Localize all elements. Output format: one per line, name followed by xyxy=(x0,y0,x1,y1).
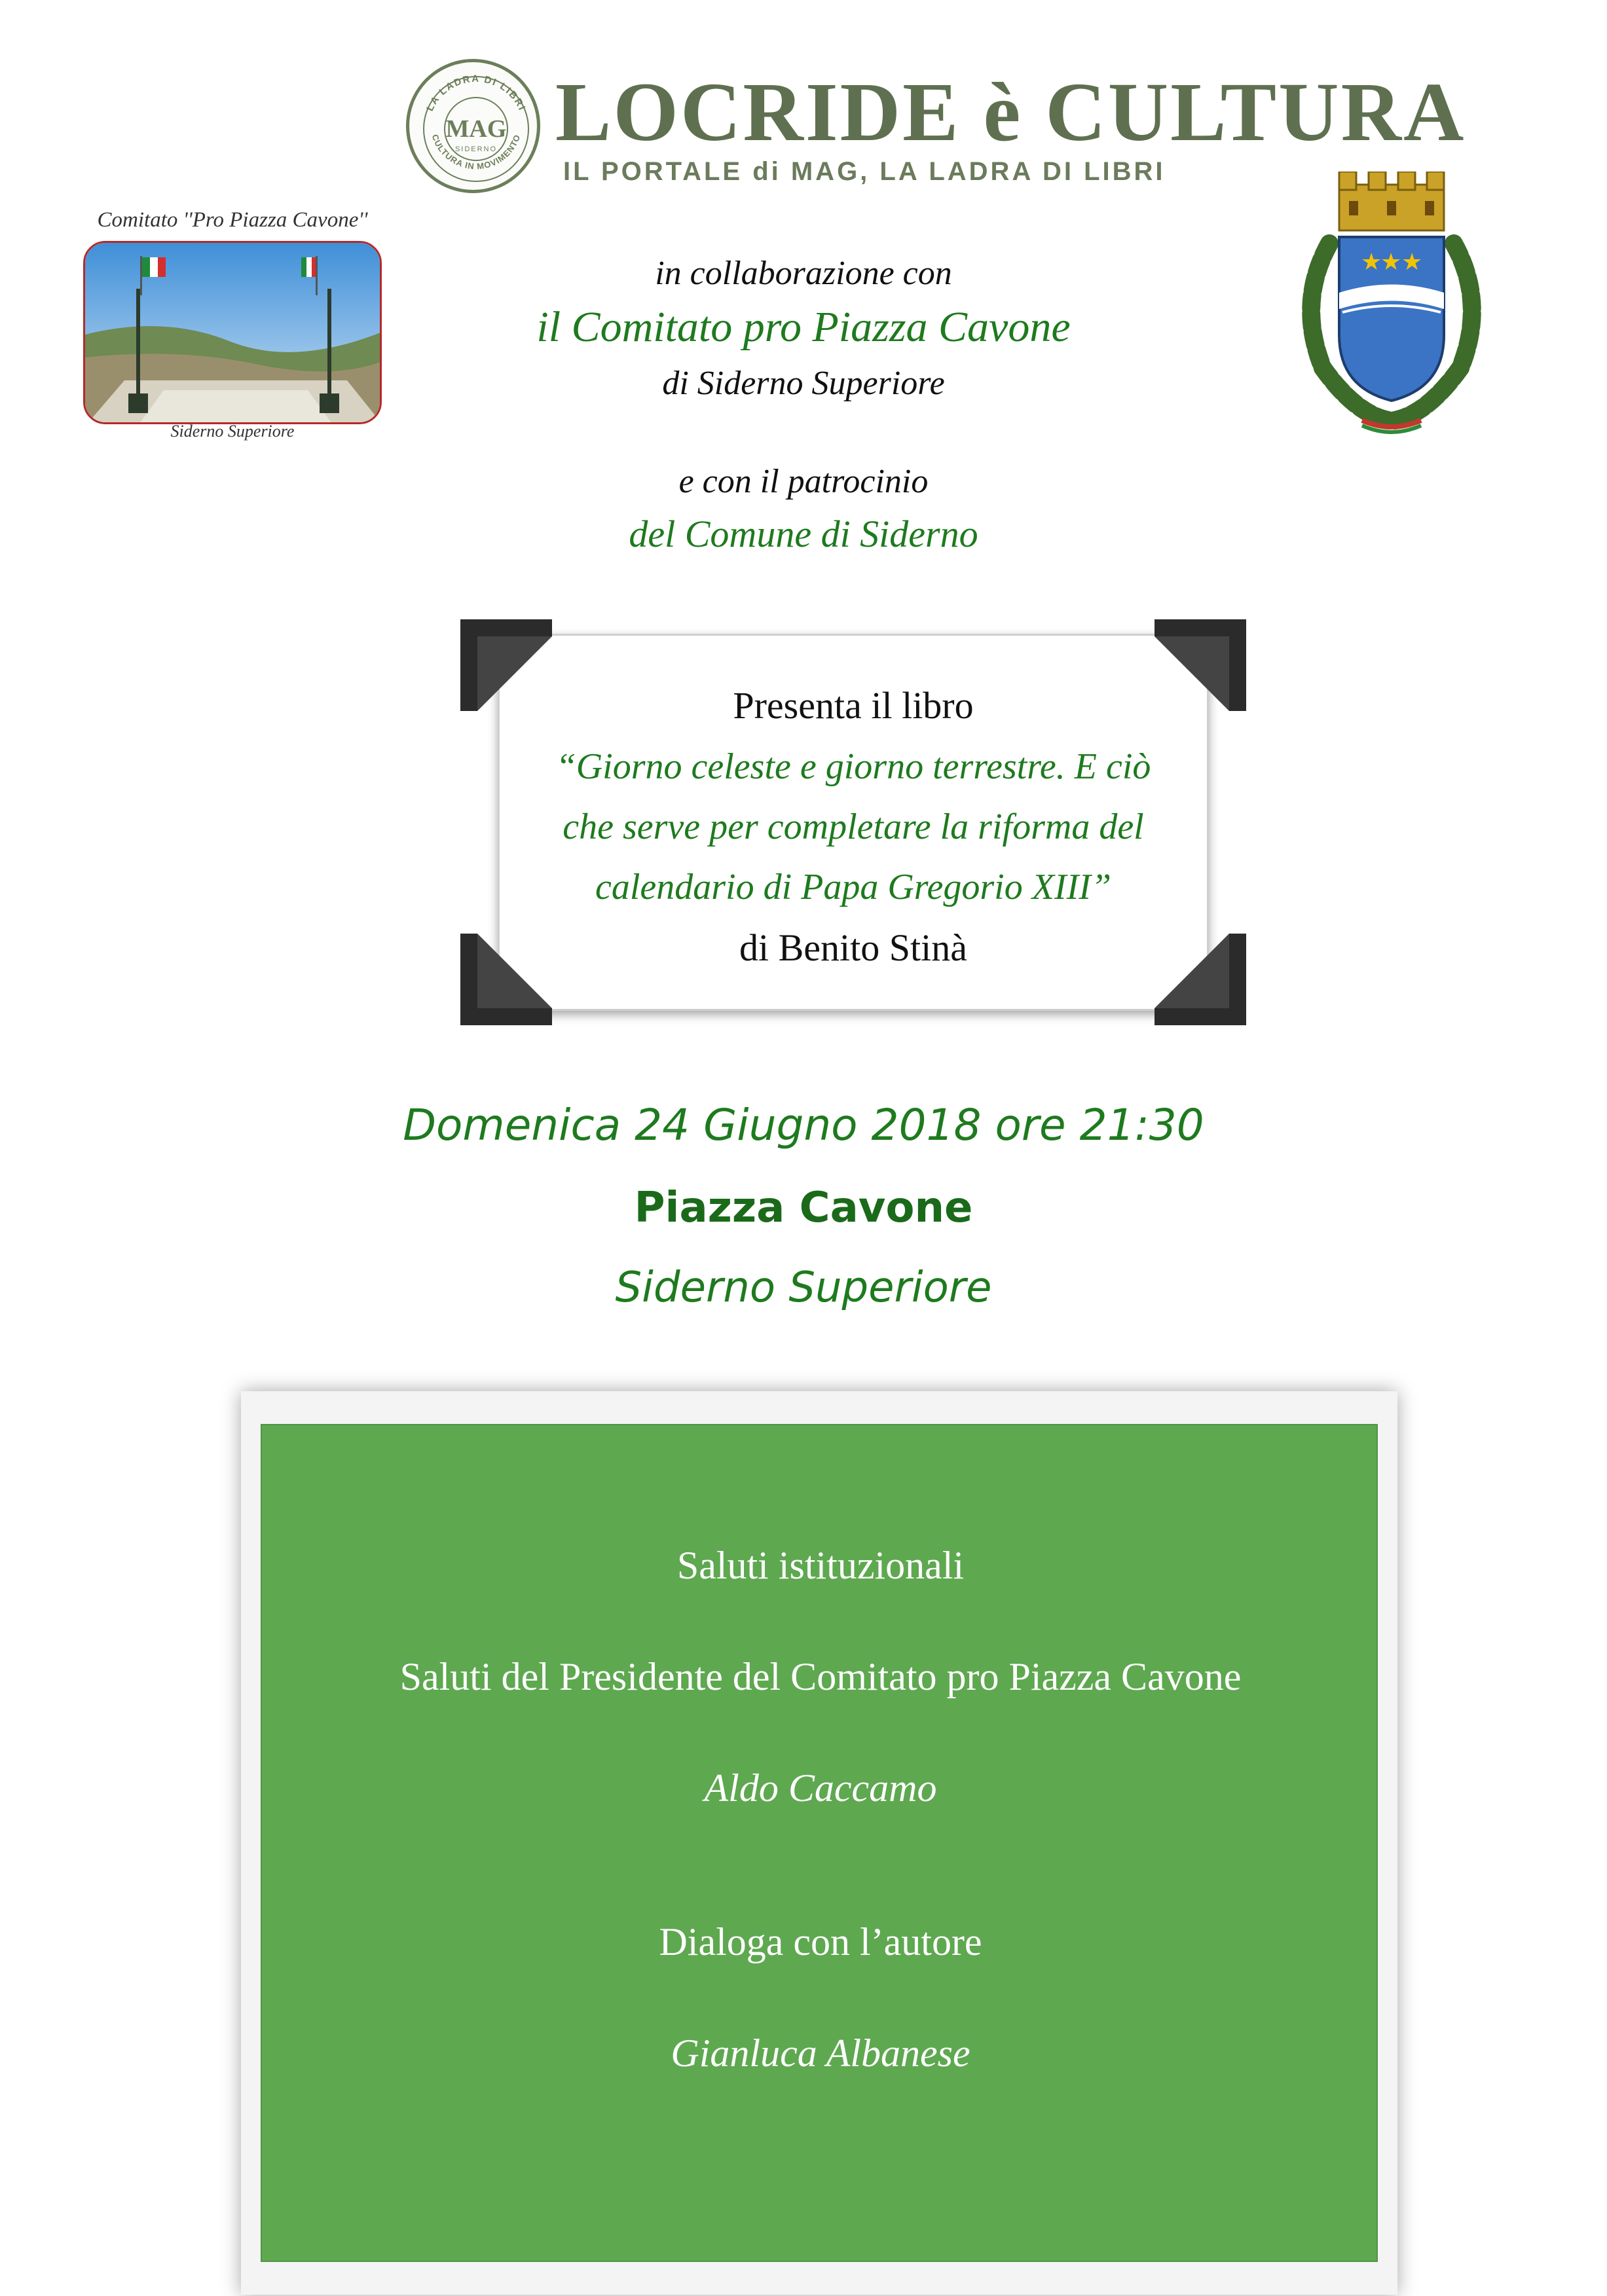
seal-center-text: MAG xyxy=(445,115,507,143)
program-green-board xyxy=(261,1424,1378,2262)
event-city: Siderno Superiore xyxy=(615,1264,992,1312)
svg-text:LA LADRA DI LIBRI xyxy=(424,73,528,113)
svg-text:★: ★ xyxy=(1361,249,1382,276)
mag-seal-logo xyxy=(406,59,540,193)
seal-bottom-text: CULTURA IN MOVIMENTO xyxy=(430,133,523,172)
program-dialogue-name: Gianluca Albanese xyxy=(671,2032,970,2075)
intro-collaboration: in collaborazione con xyxy=(655,255,952,292)
comitato-title: Comitato ''Pro Piazza Cavone'' xyxy=(97,208,368,232)
program-panel xyxy=(228,1391,1411,2295)
locride-cultura-logo xyxy=(406,59,1466,196)
comitato-footer: Siderno Superiore xyxy=(170,422,295,441)
svg-text:★: ★ xyxy=(1401,249,1423,276)
presenta-label: Presenta il libro xyxy=(733,684,974,727)
book-author: di Benito Stinà xyxy=(739,926,967,969)
svg-text:★: ★ xyxy=(1380,249,1402,276)
book-title-line: calendario di Papa Gregorio XIII” xyxy=(595,867,1112,907)
program-president-greetings: Saluti del Presidente del Comitato pro Piazza Cavone xyxy=(399,1655,1242,1698)
event-place: Piazza Cavone xyxy=(634,1184,973,1232)
seal-top-text: LA LADRA DI LIBRI xyxy=(424,73,528,113)
intro-comitato: il Comitato pro Piazza Cavone xyxy=(536,303,1071,351)
intro-siderno-superiore: di Siderno Superiore xyxy=(662,365,945,402)
brand-subtitle: IL PORTALE di MAG, LA LADRA DI LIBRI xyxy=(563,157,1166,186)
book-frame xyxy=(498,634,1209,1011)
program-president-name: Aldo Caccamo xyxy=(704,1766,937,1810)
intro-comune: del Comune di Siderno xyxy=(629,513,978,555)
book-info xyxy=(500,675,1207,979)
intro-patrocinio: e con il patrocinio xyxy=(678,463,929,500)
program-dialogue: Dialoga con l’autore xyxy=(659,1920,982,1963)
event-date: Domenica 24 Giugno 2018 ore 21:30 xyxy=(403,1100,1204,1150)
program-greetings: Saluti istituzionali xyxy=(676,1544,965,1587)
book-title-line: che serve per completare la riforma del xyxy=(563,807,1144,847)
book-title-line: “Giorno celeste e giorno terrestre. E ciò xyxy=(555,746,1151,787)
brand-title: LOCRIDE è CULTURA xyxy=(555,65,1466,158)
seal-small-text: SIDERNO xyxy=(454,145,498,153)
